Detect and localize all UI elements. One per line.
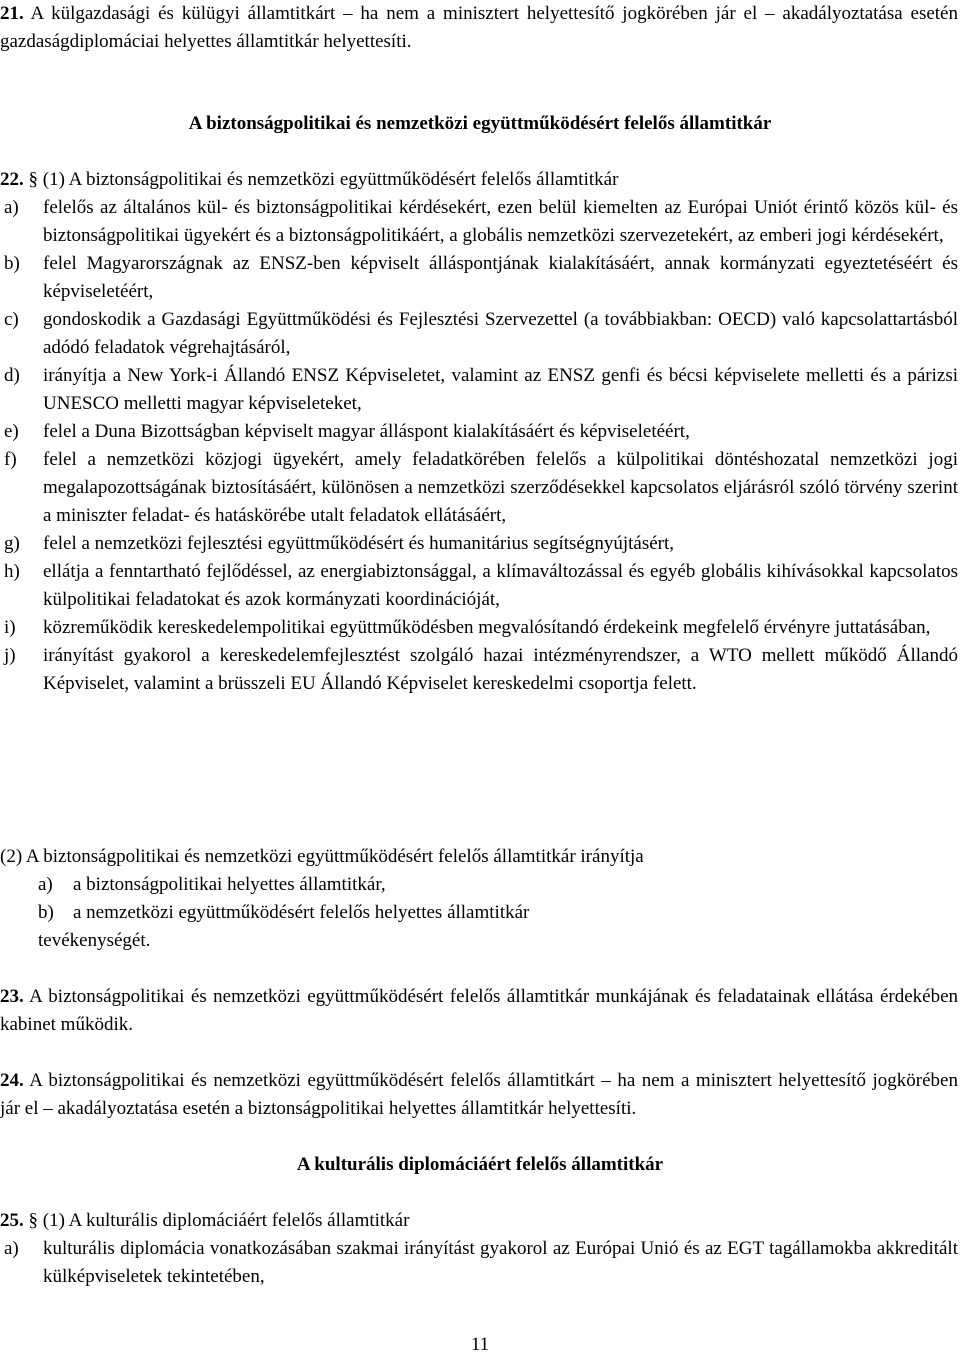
list-25: [0, 1235, 958, 1291]
list-item: g) felel a nemzetközi fejlesztési együttműködésért és humanitárius segítségnyújtásért,: [4, 533, 675, 554]
list-item: h) ellátja a fenntartható fejlődéssel, az energiabiztonsággal, a klímaváltozással és egyéb globális kihívásokkal kapcsolatos külpolitikai feladatokat és azok kormányzati koordinációját,: [4, 561, 958, 610]
paragraph-text: § (1) A kulturális diplomáciáért felelős államtitkár: [23, 1210, 410, 1231]
section-number: 25.: [0, 1210, 24, 1231]
section-heading: A biztonságpolitikai és nemzetközi együttműködésért felelős államtitkár: [188, 113, 772, 134]
paragraph-22-2-intro: (2) A biztonságpolitikai és nemzetközi együttműködésért felelős államtitkár irányítja: [0, 846, 644, 867]
paragraph-text: A biztonságpolitikai és nemzetközi együttműködésért felelős államtitkárt – ha nem a minisztert helyettesítő jogkörében jár el – akadályoztatása esetén a biztonságpolitikai helyettes államtitkár helyettesíti.: [0, 1070, 958, 1119]
list-item: b) a nemzetközi együttműködésért felelős helyettes államtitkár: [38, 902, 530, 923]
list-item: j) irányítást gyakorol a kereskedelemfejlesztést szolgáló hazai intézményrendszer, a WTO mellett működő Állandó Képviselet, valamint a brüsszeli EU Állandó Képviselet kereskedelmi csoportja felett.: [4, 645, 958, 694]
section-number: 21.: [0, 3, 24, 24]
list-item: d) irányítja a New York-i Állandó ENSZ Képviseletet, valamint az ENSZ genfi és bécsi képviselete melletti és a párizsi UNESCO melletti magyar képviseleteket,: [4, 365, 958, 414]
list-item: a) kulturális diplomácia vonatkozásában szakmai irányítást gyakorol az Európai Unió és az EGT tagállamokba akkreditált külképviseletek tekintetében,: [4, 1238, 958, 1287]
list-item: a) a biztonságpolitikai helyettes államtitkár,: [38, 874, 386, 895]
section-heading: A kulturális diplomáciáért felelős államtitkár: [296, 1154, 664, 1175]
paragraph-23: [0, 983, 958, 1039]
list-item: f) felel a nemzetközi közjogi ügyekért, amely feladatkörében felelős a külpolitikai döntéshozatal nemzetközi jogi megalapozottságának biztosításáért, különösen a nemzetközi szerződésekkel kapcsolatos eljárásról szóló törvény szerint a miniszter feladat- és hatáskörébe utalt feladatok ellátásáért,: [4, 449, 958, 526]
list-22: [0, 194, 958, 698]
paragraph-25-intro: [0, 1207, 958, 1235]
paragraph-22-intro: [0, 166, 958, 194]
list-22-2: [38, 871, 938, 927]
page-number: 11: [470, 1334, 490, 1355]
section-number: 23.: [0, 986, 24, 1007]
paragraph-22-2-outro: tevékenységét.: [38, 930, 151, 951]
list-item: i) közreműködik kereskedelempolitikai együttműködésben megvalósítandó érdekeink megfelelő érvényre juttatásában,: [4, 617, 931, 638]
section-number: 22.: [0, 169, 24, 190]
paragraph-text: § (1) A biztonságpolitikai és nemzetközi együttműködésért felelős államtitkár: [23, 169, 619, 190]
list-item: a) felelős az általános kül- és biztonságpolitikai kérdésekért, ezen belül kiemelten az Európai Uniót érintő közös kül- és biztonságpolitikai ügyekért és a biztonságpolitikáért, a globális nemzetközi szervezetekért, az emberi jogi kérdésekért,: [4, 197, 958, 246]
list-item: b) felel Magyarországnak az ENSZ-ben képviselt álláspontjának kialakításáért, annak kormányzati egyeztetéséért és képviseletéért,: [4, 253, 958, 302]
paragraph-21: [0, 0, 958, 56]
list-item: c) gondoskodik a Gazdasági Együttműködési és Fejlesztési Szervezettel (a továbbiakban: OECD) való kapcsolattartásból adódó feladatok végrehajtásáról,: [4, 309, 958, 358]
paragraph-text: A külgazdasági és külügyi államtitkárt – ha nem a minisztert helyettesítő jogkörében jár el – akadályoztatása esetén gazdaságdiplomáciai helyettes államtitkár helyettesíti.: [0, 3, 958, 52]
paragraph-text: A biztonságpolitikai és nemzetközi együttműködésért felelős államtitkár munkájának és feladatainak ellátása érdekében kabinet működik.: [0, 986, 958, 1035]
section-number: 24.: [0, 1070, 24, 1091]
list-item: e) felel a Duna Bizottságban képviselt magyar álláspont kialakításáért és képviseletéért,: [4, 421, 690, 442]
paragraph-24: [0, 1067, 958, 1123]
